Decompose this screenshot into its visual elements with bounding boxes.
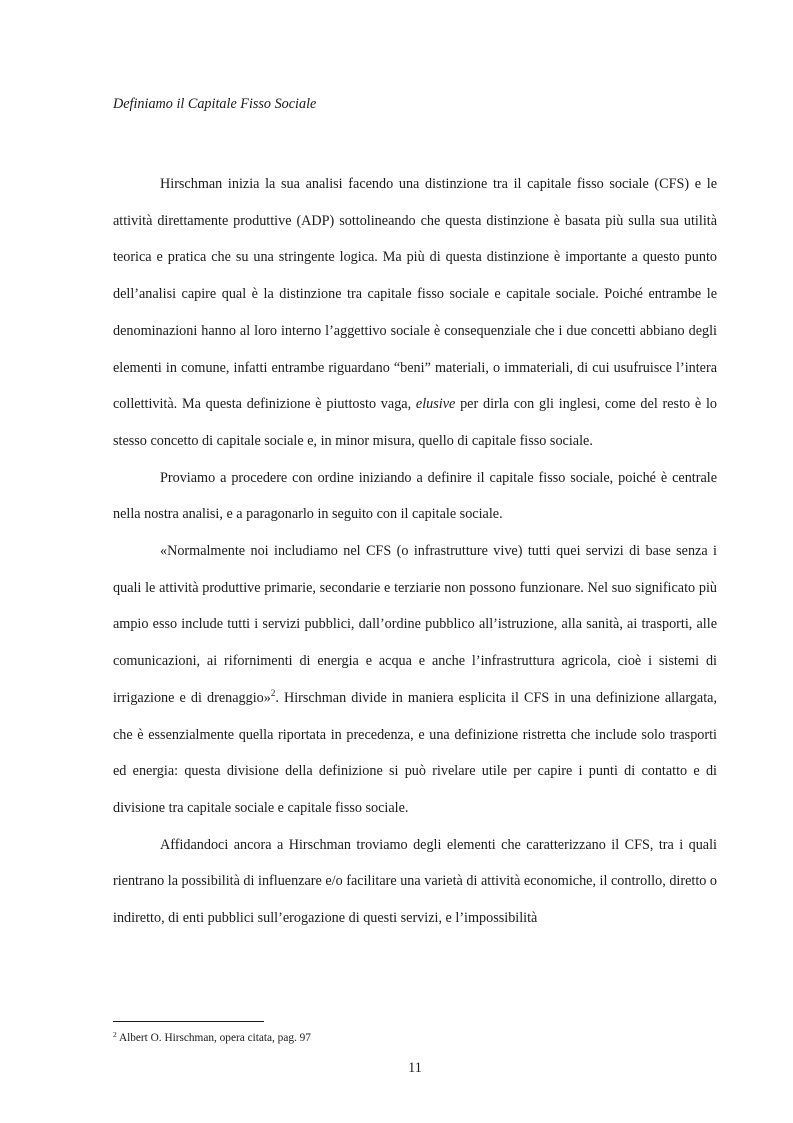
body-text (113, 166, 717, 937)
footnote-number: 2 (113, 1030, 117, 1039)
footnote (113, 1030, 311, 1046)
paragraph-4: Affidandoci ancora a Hirschman troviamo degli elementi che caratterizzano il CFS, tra i quali rientrano la possibilità di influenzare e/o facilitare una varietà di attività economiche, il controllo, diretto o indiretto, di enti pubblici sull’erogazione di questi servizi, e l’impossibilità (113, 836, 717, 927)
paragraph-1-text-a: Hirschman inizia la sua analisi facendo una distinzione tra il capitale fisso sociale (CFS) e le attività direttamente produttive (ADP) sottolineando che questa distinzione è basata più sulla sua utilità teorica e pratica che su una stringente logica. Ma più di questa distinzione è importante a questo punto dell’analisi capire qual è la distinzione tra capitale fisso sociale e capitale sociale. Poiché entrambe le denominazioni hanno al loro interno l’aggettivo sociale è consequenziale che i due concetti abbiano degli elementi in comune, infatti entrambe riguardano “beni” materiali, o immateriali, di cui usufruisce l’intera collettività. Ma questa definizione è piuttosto vaga, (113, 176, 717, 413)
paragraph-3 (113, 533, 717, 827)
footnote-divider (113, 1021, 264, 1022)
paragraph-1-italic-word: elusive (415, 396, 456, 413)
page-number: 11 (408, 1060, 422, 1076)
paragraph-1 (113, 166, 717, 460)
section-title: Definiamo il Capitale Fisso Sociale (113, 96, 317, 112)
paragraph-3-text: . Hirschman divide in maniera esplicita il CFS in una definizione allargata, che è essenzialmente quella riportata in precedenza, e una definizione ristretta che include solo trasporti ed energia: questa divisione della definizione si può rivelare utile per capire i punti di contatto e di divisione tra capitale sociale e capitale fisso sociale. (113, 689, 717, 816)
footnote-text: Albert O. Hirschman, opera citata, pag. 97 (116, 1032, 311, 1044)
paragraph-3-quote: «Normalmente noi includiamo nel CFS (o infrastrutture vive) tutti quei servizi di base senza i quali le attività produttive primarie, secondarie e terziarie non possono funzionare. Nel suo significato più ampio esso include tutti i servizi pubblici, dall’ordine pubblico all’istruzione, alla sanità, ai trasporti, alle comunicazioni, ai rifornimenti di energia e acqua e anche l’infrastruttura agricola, cioè i sistemi di irrigazione e di drenaggio» (113, 543, 717, 706)
paragraph-2: Proviamo a procedere con ordine iniziando a definire il capitale fisso sociale, poiché è centrale nella nostra analisi, e a paragonarlo in seguito con il capitale sociale. (113, 469, 717, 523)
paragraph-1-text-b: per dirla con gli inglesi, come del resto è lo stesso concetto di capitale sociale e, in minor misura, quello di capitale fisso sociale. (113, 396, 718, 449)
footnote-reference[interactable]: 2 (270, 687, 276, 698)
